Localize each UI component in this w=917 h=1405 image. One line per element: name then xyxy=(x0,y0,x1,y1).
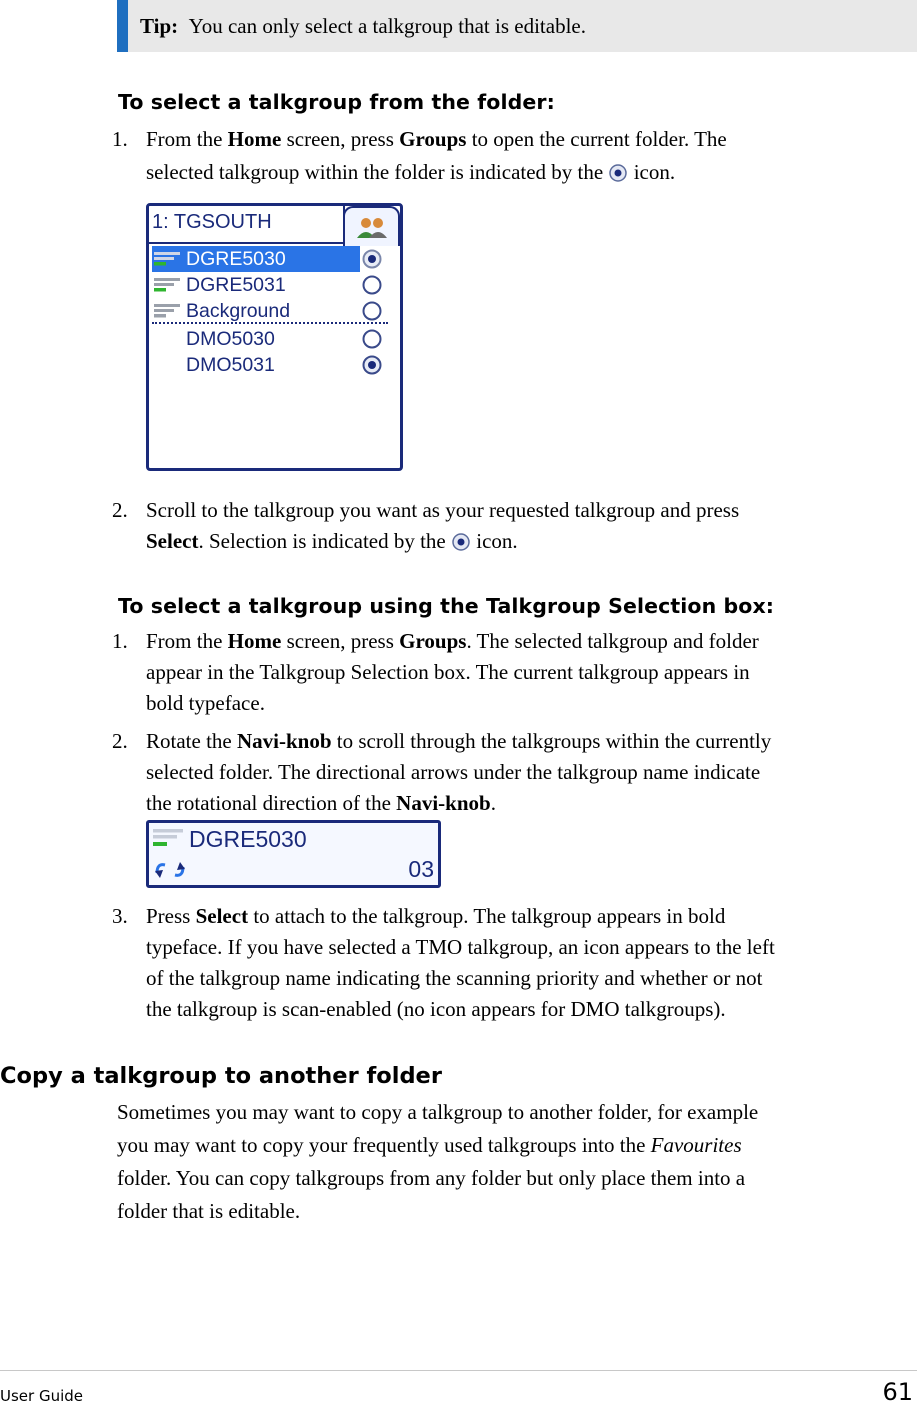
folder-title: 1: TGSOUTH xyxy=(152,211,272,233)
step-text: bold typeface. xyxy=(146,691,265,715)
talkgroup-label: Background xyxy=(186,300,291,322)
step-text: From the Home screen, press Groups. The selected talkgroup and folder xyxy=(146,629,759,653)
folder-row-talkgroup[interactable] xyxy=(152,326,360,352)
scan-priority-icon xyxy=(153,829,185,849)
step-number: 1. xyxy=(112,127,128,151)
unselected-radio-icon xyxy=(361,300,383,322)
body-text: you may want to copy your frequently used talkgroups into the Favourites xyxy=(117,1133,742,1157)
tip-text xyxy=(140,12,586,40)
talkgroup-label: DGRE5030 xyxy=(186,248,286,270)
unselected-radio-icon xyxy=(361,328,383,350)
tip-label: Tip: xyxy=(140,14,179,38)
unselected-radio-icon xyxy=(361,274,383,296)
folder-divider xyxy=(152,322,388,324)
folder-title-bar xyxy=(149,206,345,244)
page-number: 61 xyxy=(882,1378,913,1405)
step-text: From the Home screen, press Groups to open the current folder. The xyxy=(146,127,727,151)
footer-title: User Guide xyxy=(0,1387,84,1405)
scan-priority-icon xyxy=(154,303,182,319)
talkgroup-label: DMO5031 xyxy=(186,354,275,376)
talkgroup-number: 03 xyxy=(408,856,434,882)
step-text: the rotational direction of the Navi-knob. xyxy=(146,791,496,815)
folder-tab xyxy=(343,206,400,246)
footer-divider xyxy=(0,1370,917,1371)
folder-row-talkgroup[interactable] xyxy=(152,298,360,324)
step-text: the talkgroup is scan-enabled (no icon appears for DMO talkgroups). xyxy=(146,997,726,1021)
scan-priority-icon xyxy=(154,277,182,293)
step-text: Press Select to attach to the talkgroup. The talkgroup appears in bold xyxy=(146,904,726,928)
step-number: 1. xyxy=(112,629,128,653)
talkgroup-selection-box xyxy=(146,820,441,888)
body-text: folder that is editable. xyxy=(117,1199,301,1223)
step-text: typeface. If you have selected a TMO talkgroup, an icon appears to the left xyxy=(146,935,775,959)
talkgroup-name: DGRE5030 xyxy=(189,826,307,852)
step-text: selected folder. The directional arrows under the talkgroup name indicate xyxy=(146,760,761,784)
selected-radio-icon xyxy=(361,354,383,376)
step-text: Rotate the Navi-knob to scroll through the talkgroups within the currently xyxy=(146,729,772,753)
folder-screen xyxy=(146,203,403,471)
folder-row-talkgroup[interactable] xyxy=(152,272,360,298)
folder-row-talkgroup[interactable] xyxy=(152,352,360,378)
talkgroup-label: DMO5030 xyxy=(186,328,275,350)
selected-radio-icon xyxy=(361,248,383,270)
group-people-icon xyxy=(352,214,392,242)
step-text: of the talkgroup name indicating the scanning priority and whether or not xyxy=(146,966,763,990)
step-text: Scroll to the talkgroup you want as your requested talkgroup and press xyxy=(146,498,740,522)
selected-radio-icon xyxy=(451,532,471,552)
rotation-arrows-icon xyxy=(153,859,187,881)
step-number: 2. xyxy=(112,729,128,753)
heading-select-from-folder: To select a talkgroup from the folder: xyxy=(118,90,555,114)
step-number: 3. xyxy=(112,904,128,928)
body-text: folder. You can copy talkgroups from any folder but only place them into a xyxy=(117,1166,746,1190)
heading-copy-talkgroup: Copy a talkgroup to another folder xyxy=(0,1063,442,1089)
step-text: appear in the Talkgroup Selection box. The current talkgroup appears in xyxy=(146,660,750,684)
body-text: Sometimes you may want to copy a talkgroup to another folder, for example xyxy=(117,1100,759,1124)
talkgroup-label: DGRE5031 xyxy=(186,274,286,296)
tip-body: You can only select a talkgroup that is editable. xyxy=(188,14,586,38)
step-text: selected talkgroup within the folder is indicated by the icon. xyxy=(146,160,676,184)
selected-radio-icon xyxy=(608,163,628,183)
folder-row-talkgroup[interactable] xyxy=(152,246,360,272)
scan-priority-icon xyxy=(154,251,182,267)
heading-select-using-box: To select a talkgroup using the Talkgroup Selection box: xyxy=(118,594,775,618)
step-number: 2. xyxy=(112,498,128,522)
step-text: Select. Selection is indicated by the icon. xyxy=(146,529,518,553)
